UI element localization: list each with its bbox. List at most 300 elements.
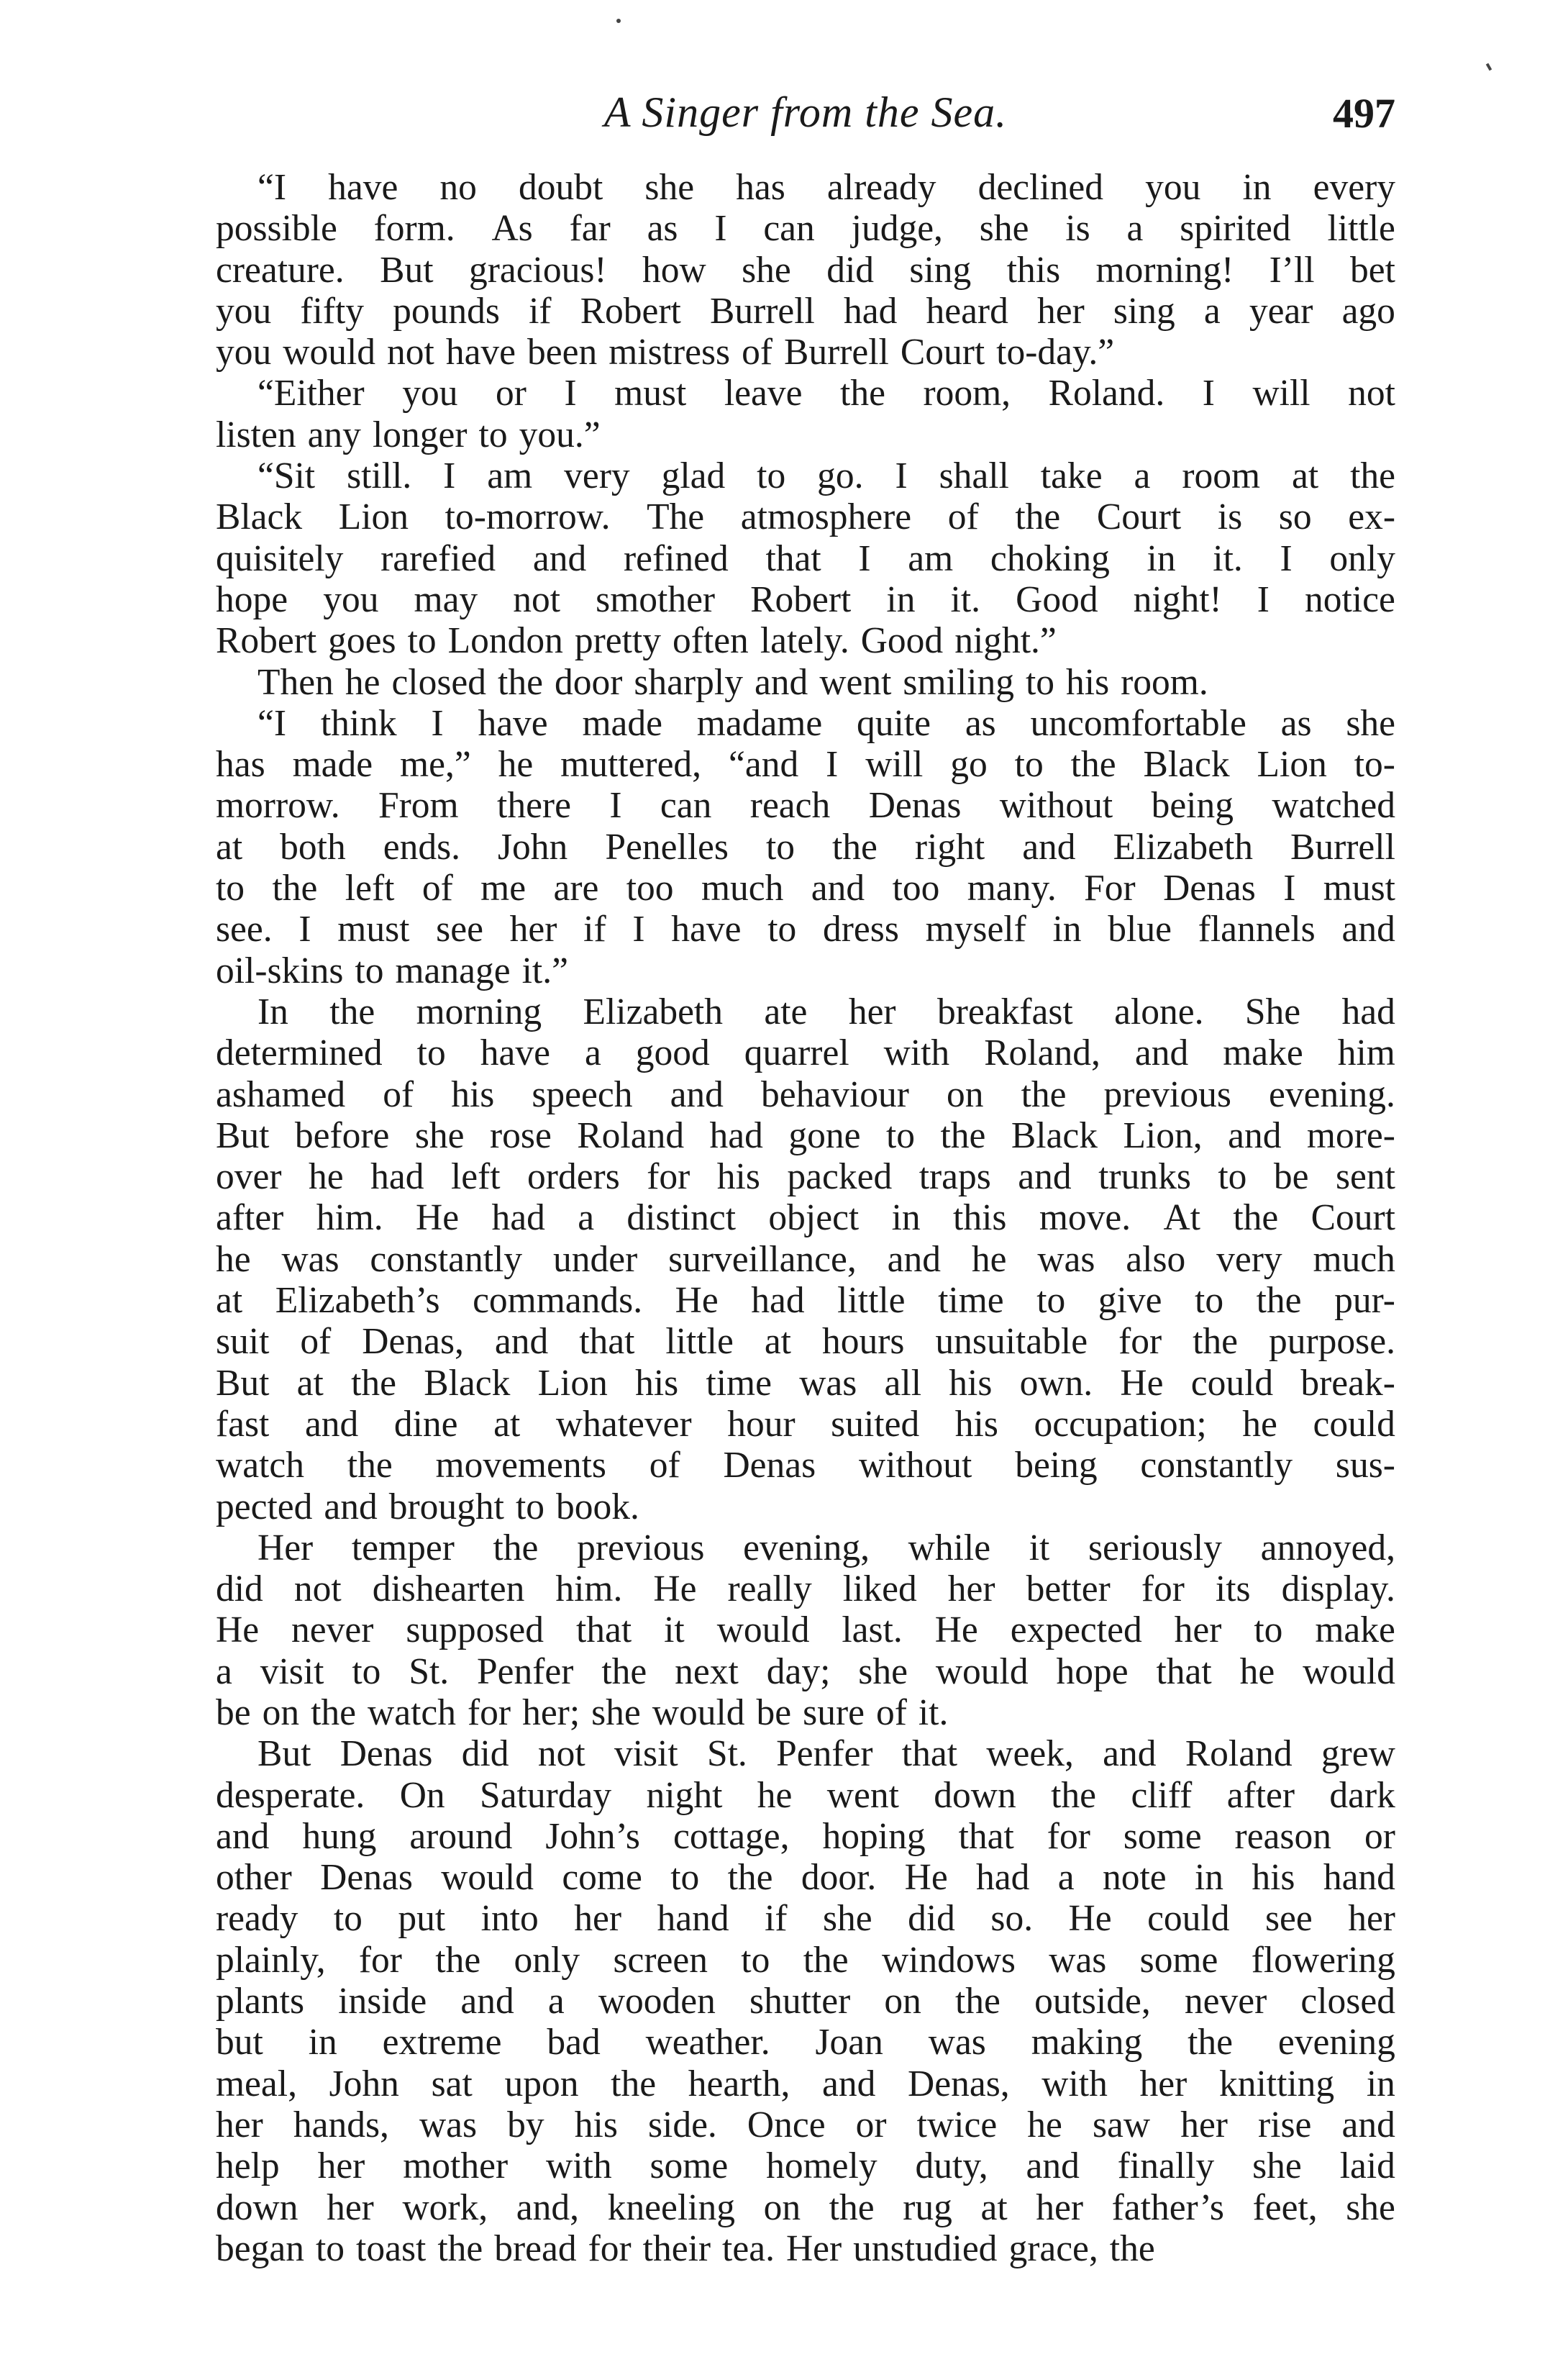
word: began <box>216 2227 304 2269</box>
word: I <box>298 909 311 950</box>
word: to- <box>1354 744 1395 786</box>
word: to <box>765 826 795 868</box>
word: I <box>895 455 908 497</box>
word: of <box>421 868 453 909</box>
word: while <box>908 1527 991 1568</box>
word: blue <box>1108 909 1172 950</box>
word: it.” <box>521 950 568 991</box>
word: she <box>591 1691 641 1733</box>
word: speech <box>532 1073 633 1115</box>
word: He <box>416 1197 460 1239</box>
word: its <box>1215 1568 1251 1610</box>
word: extreme <box>382 2022 502 2063</box>
word: I <box>714 208 727 250</box>
word: night <box>646 1774 723 1816</box>
word: and <box>1228 1114 1282 1156</box>
word: his <box>451 1073 495 1115</box>
word: to <box>216 868 245 909</box>
word: did <box>216 1568 263 1610</box>
word: pected <box>216 1486 313 1527</box>
word: his <box>1252 1857 1295 1899</box>
word: door <box>554 661 623 703</box>
word: not <box>537 1733 585 1775</box>
page-header <box>216 88 1395 153</box>
word: of <box>947 496 979 538</box>
word: packed <box>787 1156 893 1198</box>
word: finally <box>1117 2145 1215 2187</box>
word: go <box>950 744 988 786</box>
word: far <box>569 208 611 250</box>
print-mark <box>1486 63 1492 71</box>
word: to-day.” <box>996 332 1115 373</box>
word: to <box>757 455 786 497</box>
text-line <box>216 991 1395 1032</box>
word: and <box>670 1073 724 1115</box>
word: had <box>491 1197 545 1239</box>
word: unstudied <box>853 2227 998 2269</box>
text-line <box>216 1486 1395 1527</box>
word: as <box>965 702 996 744</box>
word: over <box>216 1156 282 1198</box>
word: He <box>1068 1898 1112 1940</box>
word: for <box>1047 1815 1090 1857</box>
word: “I <box>257 702 287 744</box>
word: But <box>257 1733 311 1775</box>
word: to <box>1218 1156 1247 1198</box>
word: much <box>1313 1238 1395 1280</box>
word: other <box>216 1857 292 1899</box>
word: and <box>887 1238 941 1280</box>
word: take <box>1040 455 1103 497</box>
word: to <box>315 2227 345 2269</box>
word: hand <box>1323 1857 1395 1899</box>
word: sat <box>431 2063 473 2104</box>
text-line <box>216 785 1395 826</box>
word: many. <box>967 868 1057 909</box>
word: Denas <box>723 1445 816 1486</box>
word: was <box>281 1238 339 1280</box>
word: a <box>1057 1857 1075 1899</box>
word: For <box>1084 868 1136 909</box>
word: fast <box>216 1403 270 1445</box>
word: little <box>837 1280 906 1322</box>
word: gracious! <box>468 249 607 291</box>
word: Roland. <box>1048 373 1165 414</box>
text-line <box>216 1239 1395 1280</box>
word: must <box>337 909 410 950</box>
word: for <box>1118 1321 1162 1363</box>
word: madame <box>696 702 823 744</box>
word: her <box>947 1568 995 1610</box>
word: suited <box>831 1403 920 1445</box>
word: bad <box>547 2022 601 2063</box>
word: went <box>826 1774 899 1816</box>
word: ends. <box>383 826 461 868</box>
word: Elizabeth <box>1113 826 1254 868</box>
text-line <box>216 1032 1395 1073</box>
word: every <box>1313 167 1395 208</box>
word: evening <box>1277 2022 1395 2063</box>
word: Denas <box>320 1857 413 1899</box>
word: you.” <box>519 414 601 455</box>
word: I <box>1280 537 1293 579</box>
text-line <box>216 2022 1395 2063</box>
word: sent <box>1336 1156 1395 1198</box>
word: desperate. <box>216 1774 365 1816</box>
word: to <box>885 1114 916 1156</box>
word: am <box>487 455 533 497</box>
page-number: 497 <box>1333 90 1395 137</box>
word: also <box>1126 1238 1186 1280</box>
word: the <box>351 1362 396 1404</box>
word: he <box>757 1774 793 1816</box>
word: him. <box>316 1197 383 1239</box>
word: she <box>1346 2186 1395 2228</box>
word: commands. <box>473 1280 643 1322</box>
word: in <box>308 2022 337 2063</box>
text-line <box>216 414 1395 455</box>
word: the <box>329 991 375 1032</box>
word: John <box>329 2063 399 2104</box>
word: it. <box>950 578 981 620</box>
word: the <box>1015 496 1061 538</box>
word: left <box>345 868 395 909</box>
paragraph <box>216 1527 1395 1733</box>
word: He <box>904 1857 948 1899</box>
word: John <box>498 826 568 868</box>
word: give <box>1098 1280 1162 1322</box>
word: on <box>884 1981 921 2022</box>
word: and <box>1103 1733 1157 1775</box>
text-line <box>216 208 1395 249</box>
word: hour <box>727 1403 796 1445</box>
text-line <box>216 1445 1395 1486</box>
word: only <box>1329 537 1395 579</box>
word: no <box>439 167 477 208</box>
word: Robert <box>580 290 681 332</box>
word: year <box>1249 290 1313 332</box>
word: have <box>445 332 516 373</box>
word: he <box>345 661 380 703</box>
word: creature. <box>216 249 345 291</box>
word: constantly <box>370 1238 523 1280</box>
text-line <box>216 1404 1395 1445</box>
word: listen <box>216 414 296 455</box>
word: and <box>532 537 587 579</box>
word: last. <box>842 1609 903 1651</box>
word: But <box>216 1114 270 1156</box>
word: Black <box>1011 1114 1098 1156</box>
word: flannels <box>1198 909 1316 950</box>
word: did <box>461 1733 509 1775</box>
word: is <box>1217 496 1243 538</box>
word: “and <box>728 744 799 786</box>
word: Black <box>216 496 303 538</box>
word: left <box>450 1156 501 1198</box>
word: I <box>826 744 839 786</box>
word: “Sit <box>257 455 316 497</box>
word: determined <box>216 1032 383 1074</box>
word: of <box>649 1445 680 1486</box>
word: that <box>958 1815 1014 1857</box>
text-line <box>216 827 1395 868</box>
word: She <box>1244 991 1301 1032</box>
word: not <box>293 1568 342 1610</box>
word: to <box>352 1650 381 1692</box>
word: to <box>1036 1280 1066 1322</box>
word: fifty <box>300 290 365 332</box>
word: often <box>672 620 749 662</box>
word: At <box>1163 1197 1200 1239</box>
word: at <box>493 1403 521 1445</box>
word: a <box>547 1981 565 2022</box>
word: her <box>327 2186 374 2228</box>
word: Robert <box>216 620 317 662</box>
word: He <box>1120 1362 1164 1404</box>
word: hoping <box>822 1815 926 1857</box>
word: Burrell <box>783 332 889 373</box>
word: morning! <box>1095 249 1234 291</box>
word: very <box>1216 1238 1282 1280</box>
text-line <box>216 1857 1395 1898</box>
word: for <box>468 1691 511 1733</box>
word: this <box>953 1197 1007 1239</box>
word: But <box>380 249 434 291</box>
word: and <box>460 1981 514 2022</box>
text-line <box>216 1816 1395 1857</box>
word: cliff <box>1131 1774 1193 1816</box>
word: making <box>1031 2022 1143 2063</box>
word: he <box>1242 1403 1277 1445</box>
word: to <box>416 1032 446 1074</box>
word: Lion <box>338 496 409 538</box>
word: knitting <box>1218 2063 1335 2104</box>
word: hope <box>1056 1650 1129 1692</box>
word: the <box>1350 455 1395 497</box>
word: on <box>947 1073 984 1115</box>
word: had <box>1341 991 1395 1032</box>
word: made <box>292 744 373 786</box>
word: good <box>635 1032 710 1074</box>
word: the <box>1256 1280 1302 1322</box>
word: lately. <box>760 620 849 662</box>
word: not <box>387 332 434 373</box>
word: a <box>584 1032 601 1074</box>
word: Denas <box>868 785 962 827</box>
word: hung <box>302 1815 377 1857</box>
word: He <box>934 1609 978 1651</box>
word: it <box>664 1609 685 1651</box>
word: hand <box>657 1898 729 1940</box>
print-speck <box>616 19 621 23</box>
word: and, <box>516 2186 579 2228</box>
word: possible <box>216 208 337 250</box>
word: screen <box>613 1939 708 1981</box>
word: so <box>1278 496 1312 538</box>
paragraph <box>216 167 1395 373</box>
word: really <box>727 1568 812 1610</box>
word: Lion <box>537 1362 608 1404</box>
word: “Either <box>257 373 365 414</box>
word: at <box>296 1362 324 1404</box>
word: on <box>763 2186 801 2228</box>
word: leave <box>724 373 803 414</box>
word: feet, <box>1252 2186 1318 2228</box>
word: meal, <box>216 2063 297 2104</box>
word: previous <box>1103 1073 1231 1115</box>
text-line <box>216 744 1395 785</box>
word: ex- <box>1348 496 1395 538</box>
text-line <box>216 1197 1395 1238</box>
word: brought <box>388 1486 504 1527</box>
word: the <box>1193 1321 1239 1363</box>
text-line <box>216 1940 1395 1981</box>
word: little <box>665 1321 734 1363</box>
word: the <box>940 1114 986 1156</box>
word: suit <box>216 1321 270 1363</box>
word: Saturday <box>480 1774 612 1816</box>
word: has <box>736 167 785 208</box>
word: dress <box>823 909 899 950</box>
word: only <box>514 1939 580 1981</box>
word: he <box>498 744 534 786</box>
word: must <box>614 373 687 414</box>
word: much <box>701 868 784 909</box>
word: she <box>1346 702 1395 744</box>
word: ready <box>216 1898 298 1940</box>
word: flowering <box>1251 1939 1395 1981</box>
word: Lion, <box>1123 1114 1203 1156</box>
word: temper <box>351 1527 455 1568</box>
word: rose <box>490 1114 552 1156</box>
word: grew <box>1321 1733 1395 1775</box>
word: could <box>1313 1403 1395 1445</box>
word: me,” <box>400 744 471 786</box>
word: right <box>914 826 985 868</box>
word: the <box>1233 1197 1279 1239</box>
word: Elizabeth <box>583 991 723 1032</box>
word: Court <box>1096 496 1182 538</box>
word: sharply <box>634 661 743 703</box>
word: without <box>999 785 1113 827</box>
word: mistress <box>608 332 731 373</box>
word: twice <box>916 2104 998 2145</box>
word: am <box>908 537 954 579</box>
word: some <box>1123 1815 1202 1857</box>
word: rarefied <box>380 537 496 579</box>
word: Joan <box>815 2022 883 2063</box>
word: made <box>582 702 662 744</box>
word: and <box>324 1486 378 1527</box>
word: have <box>328 167 398 208</box>
word: go. <box>817 455 864 497</box>
word: the <box>437 2227 483 2269</box>
word: pounds <box>393 290 500 332</box>
word: constantly <box>1140 1445 1293 1486</box>
word: had <box>370 1156 424 1198</box>
word: be <box>756 1691 792 1733</box>
word: object <box>768 1197 860 1239</box>
word: has <box>216 744 265 786</box>
word: closed <box>391 661 487 703</box>
word: see <box>1264 1898 1313 1940</box>
body-text <box>216 167 1395 2269</box>
word: He <box>216 1609 260 1651</box>
word: in <box>1366 2063 1395 2104</box>
word: to <box>333 1898 363 1940</box>
word: she <box>1252 2145 1302 2187</box>
text-line <box>216 2187 1395 2228</box>
word: at <box>1291 455 1319 497</box>
word: for <box>647 1156 690 1198</box>
text-line <box>216 662 1395 703</box>
word: alone. <box>1114 991 1204 1032</box>
word: and <box>216 1815 270 1857</box>
word: room, <box>923 373 1011 414</box>
word: form. <box>373 208 455 250</box>
word: I <box>609 785 622 827</box>
word: judge, <box>851 208 943 250</box>
text-line <box>216 579 1395 620</box>
word: notice <box>1305 578 1395 620</box>
word: wooden <box>598 1981 716 2022</box>
word: she <box>979 208 1029 250</box>
word: him <box>1337 1032 1395 1074</box>
word: manage <box>395 950 511 991</box>
word: behaviour <box>761 1073 909 1115</box>
word: went <box>819 661 892 703</box>
word: into <box>480 1898 539 1940</box>
word: annoyed, <box>1260 1527 1395 1568</box>
word: and <box>754 661 808 703</box>
word: goes <box>328 620 396 662</box>
word: the <box>1109 2227 1155 2269</box>
word: I <box>1257 578 1270 620</box>
word: will <box>865 744 924 786</box>
word: The <box>647 496 705 538</box>
word: was <box>928 2022 986 2063</box>
word: but <box>216 2022 263 2063</box>
word: put <box>398 1898 446 1940</box>
word: him. <box>555 1568 623 1610</box>
word: Denas, <box>908 2063 1010 2104</box>
word: sing <box>1113 290 1175 332</box>
word: the <box>498 661 543 703</box>
word: think <box>320 702 397 744</box>
word: Burrell <box>709 290 815 332</box>
word: choking <box>990 537 1110 579</box>
word: kneeling <box>607 2186 735 2228</box>
word: watch <box>216 1445 304 1486</box>
word: to <box>478 414 508 455</box>
word: she <box>414 1114 465 1156</box>
word: bread <box>494 2227 577 2269</box>
word: her <box>1180 2104 1228 2145</box>
word: duty, <box>915 2145 988 2187</box>
word: to <box>1025 661 1055 703</box>
word: down <box>934 1774 1016 1816</box>
word: tea. <box>722 2227 775 2269</box>
paragraph <box>216 373 1395 455</box>
word: myself <box>925 909 1026 950</box>
word: their <box>642 2227 711 2269</box>
word: and <box>304 1403 359 1445</box>
word: he <box>216 1238 251 1280</box>
word: pretty <box>574 620 661 662</box>
word: I <box>632 909 645 950</box>
text-line <box>216 167 1395 208</box>
word: you <box>402 373 458 414</box>
